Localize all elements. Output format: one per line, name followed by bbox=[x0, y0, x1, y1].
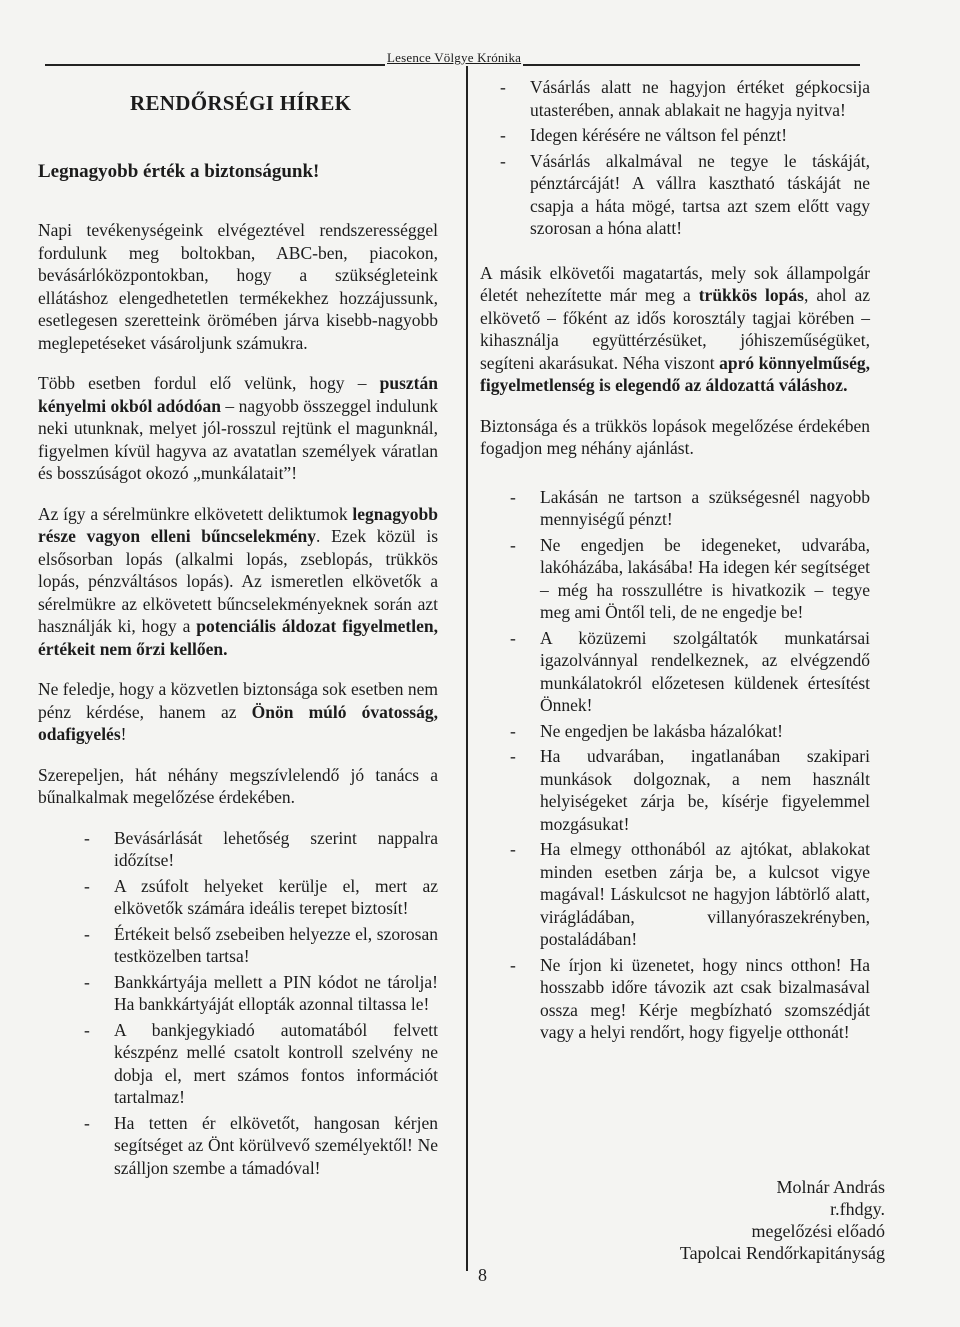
list-item: - A közüzemi szolgáltatók munkatársai igazolvánnyal rendelkeznek, az elvégzendő munkálatokról előzetesen küldenek értesítést Önnek! bbox=[510, 627, 870, 717]
text-run: , ahol az elkövető – főként az idős korosztály tagjai körében – kihasználja együttérzésüket, jóhiszeműségüket, segíteni akarásukat. Néha viszont bbox=[480, 285, 870, 373]
list-item: - Ha udvarában, ingatlanában szakipari munkások dolgoznak, a nem használt helyiségeket zárja be, kísérje figyelemmel mozgásukat! bbox=[510, 745, 870, 835]
text-run: Az így a sérelmünkre elkövetett deliktumok bbox=[38, 503, 353, 524]
right-column bbox=[480, 76, 870, 1062]
list-item: - Ne engedjen be lakásba házalókat! bbox=[510, 720, 870, 743]
author-name: Molnár András bbox=[776, 1177, 885, 1197]
shopping-tips-list bbox=[84, 827, 438, 1180]
list-item: - A zsúfolt helyeket kerülje el, mert az elkövetők számára ideális terepet biztosít! bbox=[84, 875, 438, 920]
paragraph-advice-intro: Szerepeljen, hát néhány megszívlelendő jó tanács a bűnalkalmak megelőzése érdekében. bbox=[38, 764, 438, 807]
section-title: RENDŐRSÉGI HÍREK bbox=[130, 91, 352, 115]
emphasis-text: legnagyobb része vagyon elleni bűncselekmény bbox=[38, 503, 438, 546]
home-safety-tips-list bbox=[510, 486, 870, 1044]
text-run: A másik elkövetői magatartás, mely sok állampolgár életét nehezítette már meg a bbox=[480, 262, 870, 305]
page-number: 8 bbox=[478, 1265, 487, 1285]
list-item: - Vásárlás alkalmával ne tegye le táskáját, pénztárcáját! A vállra kasztható táskáját ne csapja a háta mögé, tartsa azt szem előtt vagy szorosan a hóna alatt! bbox=[500, 150, 870, 240]
paragraph-caution bbox=[38, 678, 438, 746]
emphasis-text: apró könnyelműség, figyelmetlenség is elegendő az áldozattá váláshoz. bbox=[480, 352, 870, 395]
list-item: - Vásárlás alatt ne hagyjon értéket gépkocsija utasterében, annak ablakait ne hagyja nyitva! bbox=[500, 76, 870, 121]
list-item: - Ne engedjen be idegeneket, udvarába, lakóházába, lakásába! Ha idegen kér segítséget – még ha rosszullétre is hivatkozik – tegye meg ami Öntől teli, de ne engedje be! bbox=[510, 534, 870, 624]
list-item: - Ha elmegy otthonából az ajtókat, ablakokat minden esetben zárja be, a kulcsot vigye magával! Láskulcsot ne hagyjon lábtörlő alatt, virágládában, villanyóraszekrényben, postaládában! bbox=[510, 838, 870, 951]
text-run: Ne feledje, hogy a közvetlen biztonsága sok esetben nem pénz kérdése, hanem az bbox=[38, 679, 438, 722]
list-item: - Értékeit belső zsebeiben helyezze el, szorosan testközelben tartsa! bbox=[84, 923, 438, 968]
author-signature bbox=[680, 1176, 885, 1264]
paragraph-habits bbox=[38, 372, 438, 485]
author-role: megelőzési előadó bbox=[751, 1221, 885, 1241]
text-run: . Ezek közül is elsősorban lopás (alkalmi lopás, zseblopás, trükkös lopás, pénzváltásos lopás). Az ismeretlen elkövetők a sérelmükre az elkövetett bűncselekményeknek során azt használják ki, hogy a bbox=[38, 526, 439, 636]
list-item: - Ha tetten ér elkövetőt, hangosan kérjen segítséget az Önt körülvevő személyektől! Ne szálljon szembe a támadóval! bbox=[84, 1112, 438, 1180]
paragraph-trick-theft bbox=[480, 262, 870, 397]
emphasis-text: Önön múló óvatosság, odafigyelés bbox=[38, 701, 438, 744]
emphasis-text: potenciális áldozat figyelmetlen, értékeit nem őrzi kellően. bbox=[38, 616, 438, 659]
column-divider bbox=[466, 66, 468, 1271]
paragraph-crimes bbox=[38, 503, 438, 661]
list-item: - Bankkártyája mellett a PIN kódot ne tárolja! Ha bankkártyáját ellopták azonnal tiltassa le! bbox=[84, 971, 438, 1016]
newsletter-title: Lesence Völgye Krónika bbox=[387, 50, 522, 65]
emphasis-text: trükkös lopás bbox=[698, 285, 804, 305]
shopping-tips-continued-list bbox=[500, 76, 870, 240]
emphasis-text: pusztán kényelmi okból adódóan bbox=[38, 373, 438, 416]
list-item: - Lakásán ne tartson a szükségesnél nagyobb mennyiségű pénzt! bbox=[510, 486, 870, 531]
list-item: - Idegen kérésére ne váltson fel pénzt! bbox=[500, 124, 870, 147]
list-item: - A bankjegykiadó automatából felvett készpénz mellé csatolt kontroll szelvény ne dobja el, mert számos fontos információt tartalmaz! bbox=[84, 1019, 438, 1109]
list-item: - Ne írjon ki üzenetet, hogy nincs otthon! Ha hosszabb időre távozik azt csak bizalmasával ossza meg! Kérje megbízható szomszédját vagy a helyi rendőrt, hogy figyelje otthonát! bbox=[510, 954, 870, 1044]
paragraph-intro: Napi tevékenységeink elvégeztével rendszerességgel fordulunk meg boltokban, ABC-ben, piacokon, bevásárlóközpontokban, hogy a szükségleteink ellátáshoz elengedhetetlen termékekhez hozzájussunk, esetlegesen szeretteink örömében járva kisebb-nagyobb meglepetéseket vásároljunk számukra. bbox=[38, 220, 438, 353]
article-lead: Legnagyobb érték a biztonságunk! bbox=[38, 160, 320, 182]
text-run: ! bbox=[120, 724, 127, 744]
author-rank: r.fhdgy. bbox=[830, 1199, 885, 1219]
paragraph-recommendations: Biztonsága és a trükkös lopások megelőzése érdekében fogadjon meg néhány ajánlást. bbox=[480, 415, 870, 458]
text-run: – nagyobb összeggel indulunk neki utunknak, melyet jól-rosszul rejtünk el magunknál, figyelmen kívül hagyva az avatatlan személyek váratlan és bosszúságot okozó „munkálatait”! bbox=[38, 395, 439, 483]
list-item: - Bevásárlását lehetőség szerint nappalra időzítse! bbox=[84, 827, 438, 872]
text-run: Több esetben fordul elő velünk, hogy – bbox=[38, 373, 380, 393]
author-organization: Tapolcai Rendőrkapitányság bbox=[679, 1243, 885, 1263]
left-column bbox=[38, 92, 438, 1197]
